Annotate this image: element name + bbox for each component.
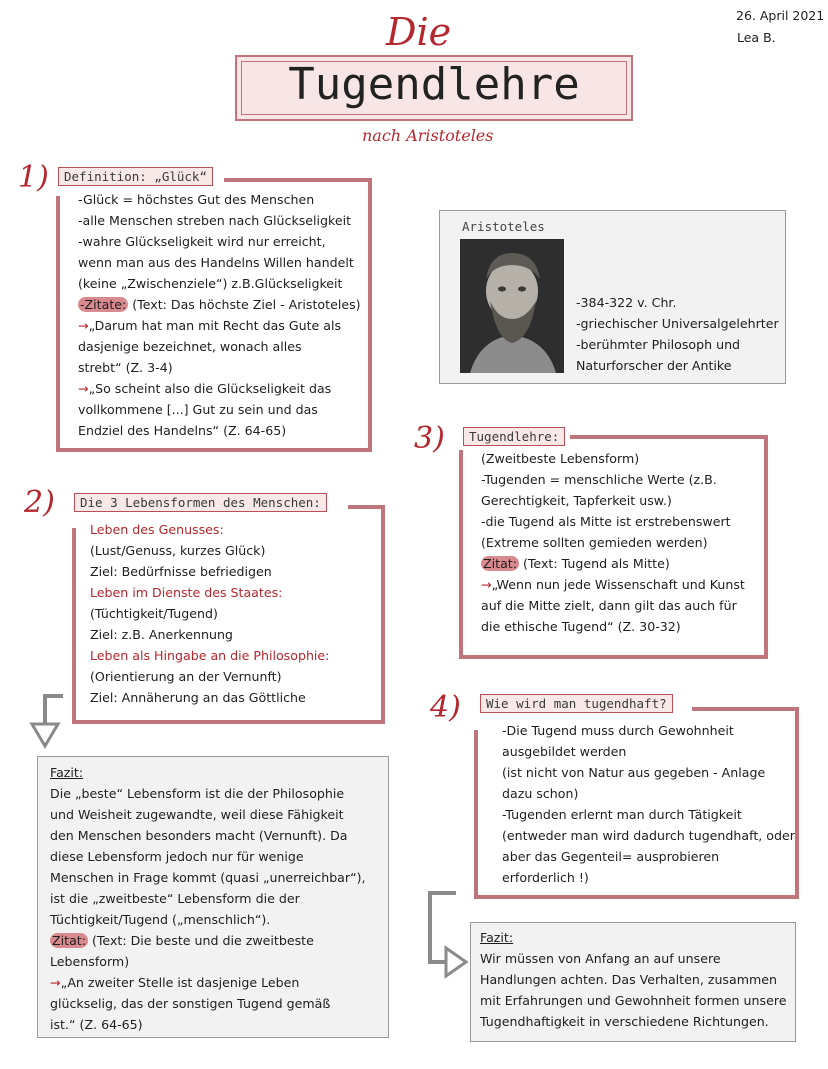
- section4-line: (entweder man wird dadurch tugendhaft, oder: [502, 828, 795, 843]
- aristoteles-fact: -griechischer Universalgelehrter: [576, 316, 779, 331]
- zitat-source: (Text: Das höchste Ziel - Aristoteles): [128, 297, 361, 312]
- lebensform-goal: Ziel: Annäherung an das Göttliche: [90, 690, 306, 705]
- zitat-highlight: Zitat:: [483, 556, 517, 571]
- section2-number: 2): [24, 485, 55, 520]
- aristoteles-fact: Naturforscher der Antike: [576, 358, 732, 373]
- fazit2-line: Tugendhaftigkeit in verschiedene Richtungen.: [480, 1014, 769, 1029]
- fazit1-line: Die „beste“ Lebensform ist die der Philosophie: [50, 786, 345, 801]
- lebensform-title: Leben des Genusses:: [90, 522, 224, 537]
- arrow-cursor-icon: →: [78, 381, 89, 396]
- aristoteles-fact: -berühmter Philosoph und: [576, 337, 741, 352]
- lebensform-title: Leben als Hingabe an die Philosophie:: [90, 648, 330, 663]
- section3-quote: →„Wenn nun jede Wissenschaft und Kunst: [481, 577, 745, 592]
- section1-number: 1): [18, 160, 49, 195]
- section4-line: dazu schon): [502, 786, 579, 801]
- subtitle: nach Aristoteles: [362, 126, 494, 145]
- section3-line: Gerechtigkeit, Tapferkeit usw.): [481, 493, 672, 508]
- fazit1-quote: →„An zweiter Stelle ist dasjenige Leben: [50, 975, 300, 990]
- fazit2-line: mit Erfahrungen und Gewohnheit formen unsere: [480, 993, 787, 1008]
- fazit1-zitat-line2: Lebensform): [50, 954, 130, 969]
- fazit2-line: Wir müssen von Anfang an auf unsere: [480, 951, 721, 966]
- fazit1-quote-line: glückselig, das der sonstigen Tugend gemäß: [50, 996, 331, 1011]
- section1-body: [78, 189, 361, 441]
- section4-line: ausgebildet werden: [502, 744, 627, 759]
- lebensform-desc: (Tüchtigkeit/Tugend): [90, 606, 218, 621]
- section3-number: 3): [414, 421, 445, 456]
- section1-line: -wahre Glückseligkeit wird nur erreicht,: [78, 234, 326, 249]
- section3-quote-line: die ethische Tugend“ (Z. 30-32): [481, 619, 681, 634]
- fazit1-line: und Weisheit zugewandte, weil diese Fähigkeit: [50, 807, 344, 822]
- zitat-source: (Text: Die beste und die zweitbeste: [87, 933, 314, 948]
- fazit2-label: Fazit:: [480, 930, 514, 945]
- arrow-cursor-icon: →: [50, 975, 61, 990]
- page-title-text: Tugendlehre: [288, 59, 580, 110]
- arrow-cursor-icon: →: [78, 318, 89, 333]
- fazit1-box: [37, 756, 389, 1038]
- fazit1-line: Menschen in Frage kommt (quasi „unerreichbar“),: [50, 870, 366, 885]
- section3-quote-line: auf die Mitte zielt, dann gilt das auch für: [481, 598, 737, 613]
- fazit1-line: ist die „zweitbeste“ Lebensform die der: [50, 891, 300, 906]
- section1-line: wenn man aus des Handelns Willen handelt: [78, 255, 354, 270]
- lebensform-title: Leben im Dienste des Staates:: [90, 585, 283, 600]
- aristoteles-name: Aristoteles: [462, 219, 545, 234]
- portrait-image: [460, 239, 564, 373]
- aristoteles-card: [439, 210, 786, 384]
- section3-heading: Tugendlehre:: [463, 427, 565, 446]
- section3-body: [481, 448, 745, 637]
- title-small: Die: [386, 10, 452, 54]
- aristoteles-fact: -384-322 v. Chr.: [576, 295, 677, 310]
- section4-number: 4): [430, 690, 461, 725]
- section3-zitat-line: [481, 553, 745, 574]
- fazit1-label: Fazit:: [50, 765, 84, 780]
- lebensform-desc: (Lust/Genuss, kurzes Glück): [90, 543, 266, 558]
- section1-quote2-line: Endziel des Handelns“ (Z. 64-65): [78, 423, 287, 438]
- section4-line: erforderlich !): [502, 870, 589, 885]
- fazit1-quote-line: ist.“ (Z. 64-65): [50, 1017, 143, 1032]
- section2-heading: Die 3 Lebensformen des Menschen:: [74, 493, 327, 512]
- zitat-highlight: -Zitate:: [80, 297, 127, 312]
- section1-quote1-line: dasjenige bezeichnet, wonach alles: [78, 339, 302, 354]
- section3-line: (Extreme sollten gemieden werden): [481, 535, 708, 550]
- arrow-cursor-icon: →: [481, 577, 492, 592]
- section1-zitat-line: [78, 294, 361, 315]
- zitat-source: (Text: Tugend als Mitte): [518, 556, 670, 571]
- section1-quote2-line: vollkommene [...] Gut zu sein und das: [78, 402, 318, 417]
- fazit1-content: [50, 762, 366, 1035]
- section4-line: (ist nicht von Natur aus gegeben - Anlage: [502, 765, 766, 780]
- section1-quote2: →„So scheint also die Glückseligkeit das: [78, 381, 332, 396]
- section3-line: -Tugenden = menschliche Werte (z.B.: [481, 472, 717, 487]
- date: 26. April 2021: [736, 8, 825, 23]
- fazit1-zitat-line: [50, 930, 366, 951]
- section4-line: aber das Gegenteil= ausprobieren: [502, 849, 720, 864]
- section4-line: -Tugenden erlernt man durch Tätigkeit: [502, 807, 742, 822]
- section1-line: (keine „Zwischenziele“) z.B.Glückseligkeit: [78, 276, 343, 291]
- lebensform-goal: Ziel: z.B. Anerkennung: [90, 627, 233, 642]
- aristoteles-facts: [576, 292, 779, 376]
- fazit1-line: Tüchtigkeit/Tugend („menschlich“).: [50, 912, 271, 927]
- section1-quote1: →„Darum hat man mit Recht das Gute als: [78, 318, 342, 333]
- lebensform-goal: Ziel: Bedürfnisse befriedigen: [90, 564, 272, 579]
- fazit2-box: [470, 922, 796, 1042]
- section1-heading: Definition: „Glück“: [58, 167, 213, 186]
- section4-heading: Wie wird man tugendhaft?: [480, 694, 673, 713]
- fazit1-line: den Menschen besonders macht (Vernunft). Da: [50, 828, 348, 843]
- author: Lea B.: [737, 30, 776, 45]
- section1-quote1-line: strebt“ (Z. 3-4): [78, 360, 173, 375]
- section2-body: [90, 519, 329, 708]
- section1-line: -Glück = höchstes Gut des Menschen: [78, 192, 315, 207]
- zitat-highlight: Zitat:: [52, 933, 86, 948]
- section4-line: -Die Tugend muss durch Gewohnheit: [502, 723, 734, 738]
- fazit1-line: diese Lebensform jedoch nur für wenige: [50, 849, 304, 864]
- aristoteles-portrait: [460, 239, 564, 373]
- fazit2-line: Handlungen achten. Das Verhalten, zusammen: [480, 972, 777, 987]
- lebensform-desc: (Orientierung an der Vernunft): [90, 669, 282, 684]
- section3-line: -die Tugend als Mitte ist erstrebenswert: [481, 514, 731, 529]
- section1-line: -alle Menschen streben nach Glückseligkeit: [78, 213, 352, 228]
- page-title: [235, 55, 633, 121]
- fazit2-content: [480, 927, 786, 1032]
- section4-body: [502, 720, 795, 888]
- section3-line: (Zweitbeste Lebensform): [481, 451, 640, 466]
